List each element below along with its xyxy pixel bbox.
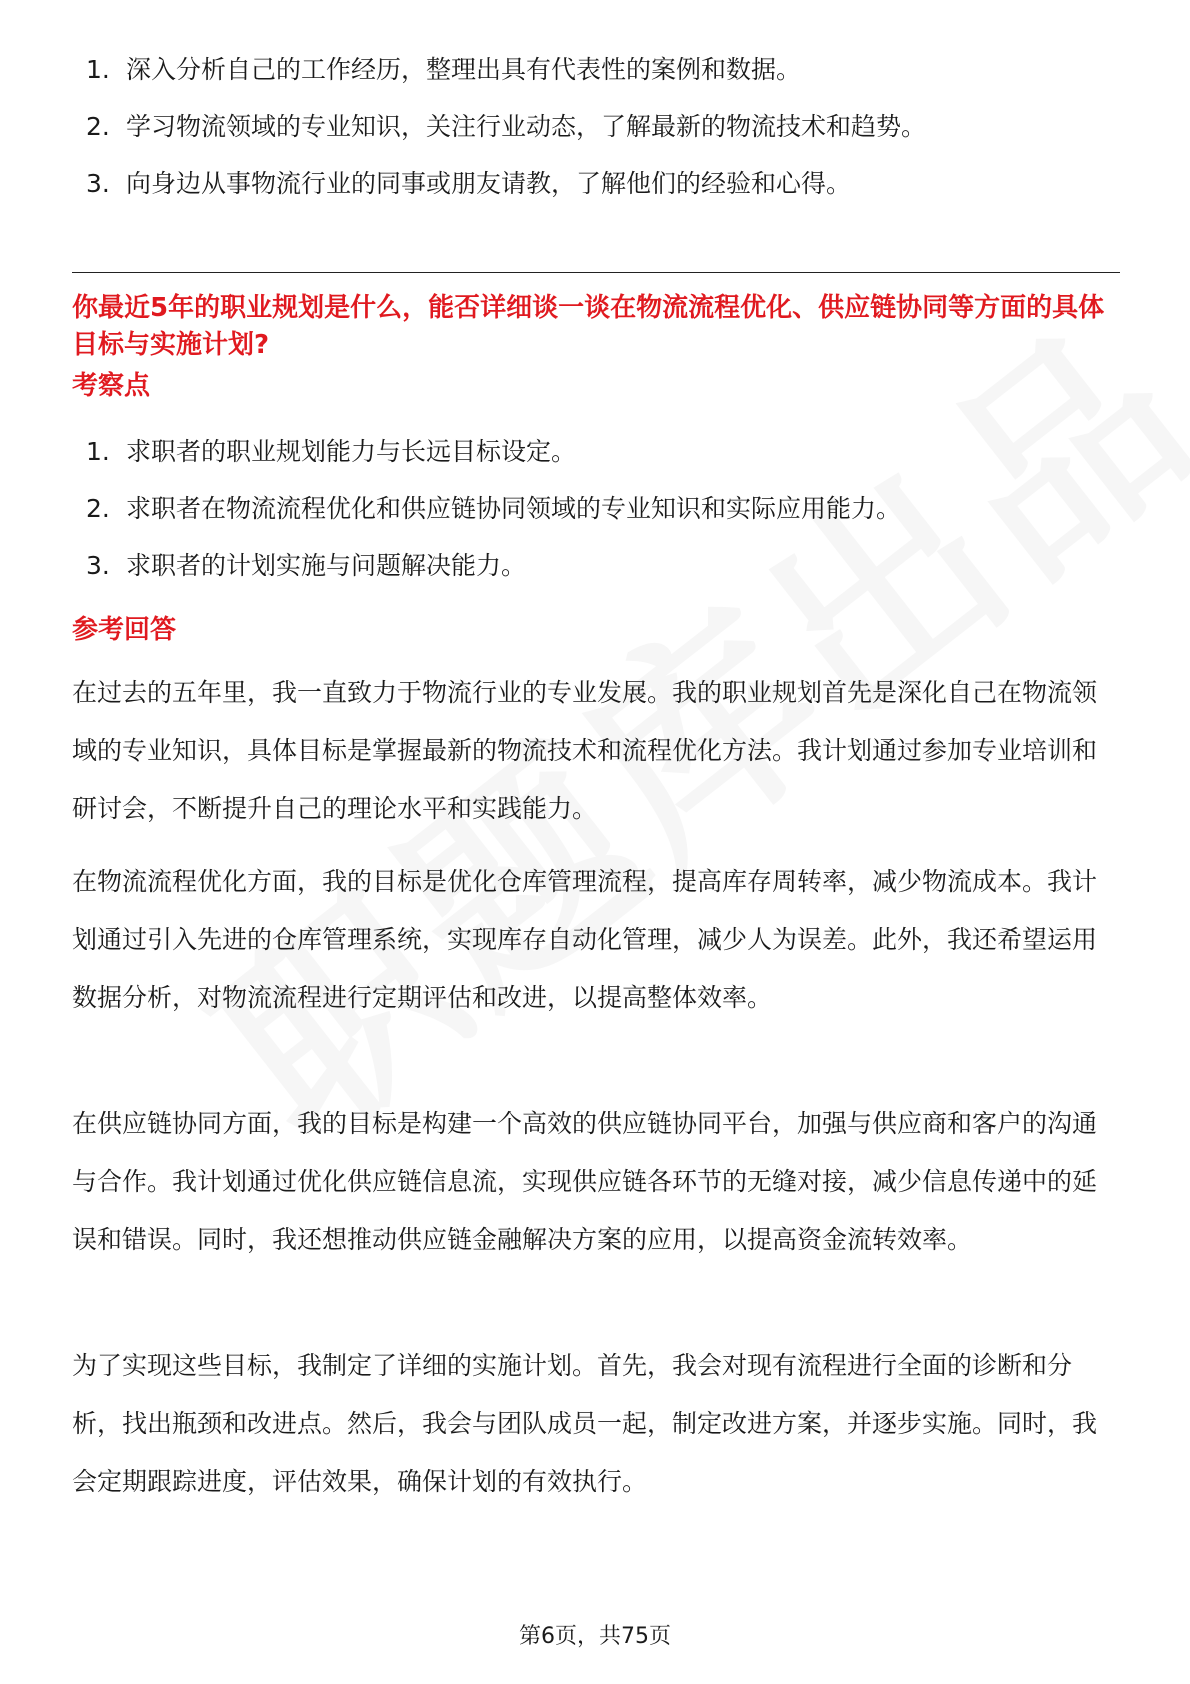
list-item [72,491,1112,527]
list-text: 学习物流领域的专业知识，关注行业动态，了解最新的物流技术和趋势。 [126,112,927,141]
assessment-heading: 考察点 [72,371,151,401]
list-text: 向身边从事物流行业的同事或朋友请教，了解他们的经验和心得。 [126,169,852,198]
list-text: 求职者的计划实施与问题解决能力。 [126,551,527,580]
list-text: 深入分析自己的工作经历，整理出具有代表性的案例和数据。 [126,55,802,84]
list-item [72,166,1112,202]
list-number: 3. [86,551,110,580]
answer-paragraph: 在物流流程优化方面，我的目标是优化仓库管理流程，提高库存周转率，减少物流成本。我计划通过引入先进的仓库管理系统，实现库存自动化管理，减少人为误差。此外，我还希望运用数据分析，对物流流程进行定期评估和改进，以提高整体效率。 [72,867,1098,1012]
list-item [72,548,1112,584]
answer-paragraph: 在供应链协同方面，我的目标是构建一个高效的供应链协同平台，加强与供应商和客户的沟通与合作。我计划通过优化供应链信息流，实现供应链各环节的无缝对接，减少信息传递中的延误和错误。同时，我还想推动供应链金融解决方案的应用，以提高资金流转效率。 [72,1109,1098,1254]
list-item [72,52,1112,88]
list-item [72,109,1112,145]
question-heading: 你最近5年的职业规划是什么，能否详细谈一谈在物流流程优化、供应链协同等方面的具体目标与实施计划? [72,293,1105,360]
list-number: 1. [86,437,110,466]
assessment-list [72,434,1112,584]
page-footer: 第6页，共75页 [519,1624,671,1649]
section-divider [72,272,1120,273]
answer-heading: 参考回答 [72,615,177,645]
answer-paragraph: 为了实现这些目标，我制定了详细的实施计划。首先，我会对现有流程进行全面的诊断和分析，找出瓶颈和改进点。然后，我会与团队成员一起，制定改进方案，并逐步实施。同时，我会定期跟踪进度，评估效果，确保计划的有效执行。 [72,1351,1098,1496]
list-text: 求职者的职业规划能力与长远目标设定。 [126,437,577,466]
list-number: 2. [86,112,110,141]
list-number: 3. [86,169,110,198]
list-item [72,434,1112,470]
answer-paragraph: 在过去的五年里，我一直致力于物流行业的专业发展。我的职业规划首先是深化自己在物流领域的专业知识，具体目标是掌握最新的物流技术和流程优化方法。我计划通过参加专业培训和研讨会，不断提升自己的理论水平和实践能力。 [72,678,1098,823]
list-number: 2. [86,494,110,523]
list-number: 1. [86,55,110,84]
list-text: 求职者在物流流程优化和供应链协同领域的专业知识和实际应用能力。 [126,494,902,523]
top-list [72,52,1112,202]
